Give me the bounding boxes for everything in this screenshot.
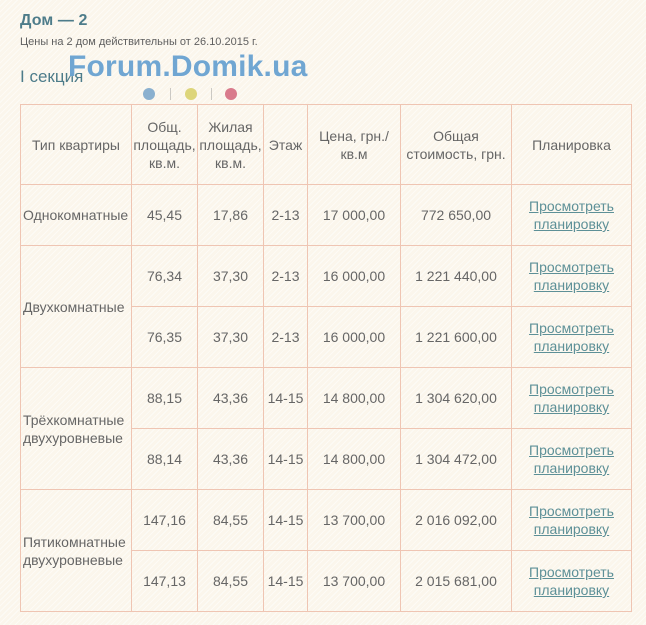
floor-plan-cell xyxy=(512,551,632,612)
total-cost-cell: 1 304 472,00 xyxy=(401,429,512,490)
floor-cell: 14-15 xyxy=(264,490,308,551)
header-price-per-m2: Цена, грн./ кв.м xyxy=(308,105,401,185)
view-plan-link[interactable]: Просмотреть планировку xyxy=(529,381,614,415)
total-cost-cell: 1 221 440,00 xyxy=(401,246,512,307)
floor-cell: 2-13 xyxy=(264,185,308,246)
living-area-cell: 84,55 xyxy=(198,490,264,551)
floor-cell: 2-13 xyxy=(264,246,308,307)
floor-cell: 14-15 xyxy=(264,368,308,429)
apartment-price-table xyxy=(20,104,632,612)
total-cost-cell: 772 650,00 xyxy=(401,185,512,246)
header-living-area: Жилая площадь, кв.м. xyxy=(198,105,264,185)
view-plan-link[interactable]: Просмотреть планировку xyxy=(529,442,614,476)
header-floor: Этаж xyxy=(264,105,308,185)
decorative-dots xyxy=(143,88,243,102)
living-area-cell: 37,30 xyxy=(198,307,264,368)
total-area-cell: 147,16 xyxy=(132,490,198,551)
price-per-m2-cell: 13 700,00 xyxy=(308,490,401,551)
blue-dot-icon xyxy=(143,88,155,100)
total-area-cell: 88,14 xyxy=(132,429,198,490)
page-subtitle: Цены на 2 дом действительны от 26.10.2015 г. xyxy=(20,36,258,48)
table-row xyxy=(21,490,632,551)
apartment-type-cell: Однокомнатные xyxy=(21,185,132,246)
price-per-m2-cell: 16 000,00 xyxy=(308,246,401,307)
view-plan-link[interactable]: Просмотреть планировку xyxy=(529,198,614,232)
floor-plan-cell xyxy=(512,429,632,490)
living-area-cell: 43,36 xyxy=(198,429,264,490)
separator-line xyxy=(170,88,171,100)
table-row xyxy=(21,368,632,429)
header-total-cost: Общая стоимость, грн. xyxy=(401,105,512,185)
price-per-m2-cell: 16 000,00 xyxy=(308,307,401,368)
view-plan-link[interactable]: Просмотреть планировку xyxy=(529,320,614,354)
header-apartment-type: Тип квартиры xyxy=(21,105,132,185)
floor-plan-cell xyxy=(512,307,632,368)
total-cost-cell: 2 015 681,00 xyxy=(401,551,512,612)
price-per-m2-cell: 14 800,00 xyxy=(308,429,401,490)
price-per-m2-cell: 14 800,00 xyxy=(308,368,401,429)
watermark-logo: Forum.Domik.ua xyxy=(68,50,308,83)
yellow-dot-icon xyxy=(185,88,197,100)
floor-plan-cell xyxy=(512,490,632,551)
total-cost-cell: 1 221 600,00 xyxy=(401,307,512,368)
total-area-cell: 45,45 xyxy=(132,185,198,246)
page-title: Дом — 2 xyxy=(20,12,88,29)
red-dot-icon xyxy=(225,88,237,100)
floor-cell: 14-15 xyxy=(264,551,308,612)
total-cost-cell: 1 304 620,00 xyxy=(401,368,512,429)
floor-plan-cell xyxy=(512,246,632,307)
table-row xyxy=(21,185,632,246)
apartment-type-cell: Пятикомнатные двухуровневые xyxy=(21,490,132,612)
apartment-type-cell: Трёхкомнатные двухуровневые xyxy=(21,368,132,490)
living-area-cell: 37,30 xyxy=(198,246,264,307)
total-area-cell: 76,35 xyxy=(132,307,198,368)
header-total-area: Общ. площадь, кв.м. xyxy=(132,105,198,185)
separator-line xyxy=(211,88,212,100)
floor-cell: 14-15 xyxy=(264,429,308,490)
floor-plan-cell xyxy=(512,368,632,429)
total-area-cell: 147,13 xyxy=(132,551,198,612)
apartment-type-cell: Двухкомнатные xyxy=(21,246,132,368)
total-cost-cell: 2 016 092,00 xyxy=(401,490,512,551)
price-per-m2-cell: 17 000,00 xyxy=(308,185,401,246)
floor-cell: 2-13 xyxy=(264,307,308,368)
living-area-cell: 17,86 xyxy=(198,185,264,246)
living-area-cell: 84,55 xyxy=(198,551,264,612)
section-title: I секция xyxy=(20,67,84,86)
view-plan-link[interactable]: Просмотреть планировку xyxy=(529,503,614,537)
table-row xyxy=(21,246,632,307)
view-plan-link[interactable]: Просмотреть планировку xyxy=(529,564,614,598)
living-area-cell: 43,36 xyxy=(198,368,264,429)
view-plan-link[interactable]: Просмотреть планировку xyxy=(529,259,614,293)
price-per-m2-cell: 13 700,00 xyxy=(308,551,401,612)
total-area-cell: 88,15 xyxy=(132,368,198,429)
header-floor-plan: Планировка xyxy=(512,105,632,185)
floor-plan-cell xyxy=(512,185,632,246)
table-header-row xyxy=(21,105,632,185)
total-area-cell: 76,34 xyxy=(132,246,198,307)
